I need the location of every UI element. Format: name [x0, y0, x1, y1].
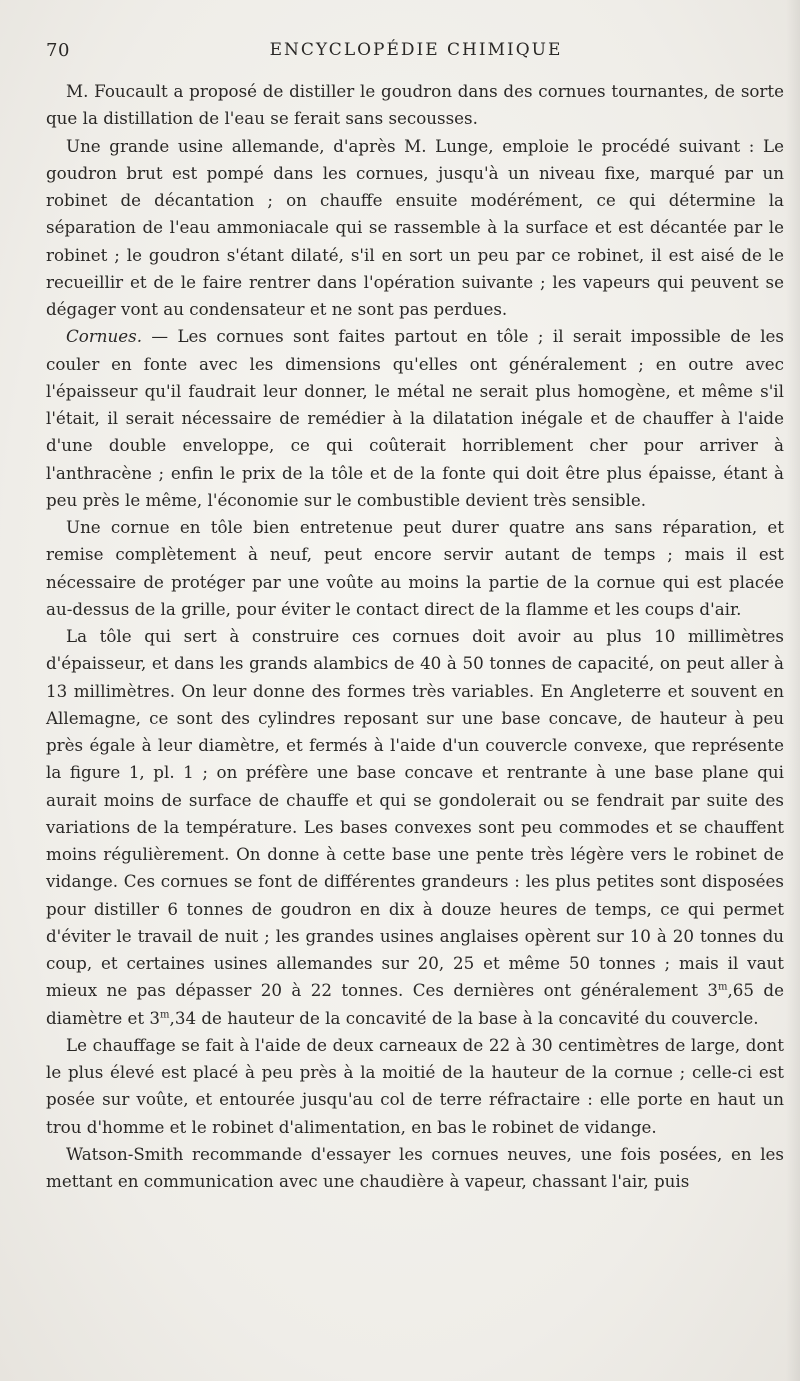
- paragraph-lunge: [46, 133, 784, 324]
- paragraph-watson-smith: [46, 1141, 784, 1196]
- running-head: ENCYCLOPÉDIE CHIMIQUE: [269, 40, 563, 60]
- paragraph-text: ,34 de hauteur de la concavité de la base à la concavité du couvercle.: [169, 1007, 759, 1028]
- paragraph-tole-duree: [46, 514, 784, 623]
- unit-superscript: m: [718, 981, 728, 993]
- page-number: 70: [46, 40, 70, 61]
- paragraph-foucault: [46, 78, 784, 133]
- paragraph-text: M. Foucault a proposé de distiller le goudron dans des cornues tournantes, de sorte que la distillation de l'eau se ferait sans secousses.: [46, 81, 784, 129]
- paragraph-text: — Les cornues sont faites partout en tôle ; il serait impossible de les couler en fonte avec les dimensions qu'elles ont généralement ; en outre avec l'épaisseur qu'il faudrait leur donner, le métal ne serait plus homogène, et même s'il l'était, il serait nécessaire de remédier à la dilatation inégale et de chauffer à l'aide d'une double enveloppe, ce qui coûterait horriblement cher pour arriver à l'anthracène ; enfin le prix de la tôle et de la fonte qui doit être plus épaisse, étant à peu près le même, l'économie sur le combustible devient très sensible.: [46, 326, 784, 510]
- page-edge-shadow: [786, 0, 800, 1381]
- paragraph-text: Une grande usine allemande, d'après M. Lunge, emploie le procédé suivant : Le goudron brut est pompé dans les cornues, jusqu'à un niveau fixe, marqué par un robinet de décantation ; on chauffe ensuite modérément, ce qui détermine la séparation de l'eau ammoniacale qui se rassemble à la surface et est décantée par le robinet ; le goudron s'étant dilaté, s'il en sort un peu par ce robinet, il est aisé de le recueillir et de le faire rentrer dans l'opération suivante ; les vapeurs qui peuvent se dégager vont au condensateur et ne sont pas perdues.: [46, 135, 784, 319]
- paragraph-epaisseur: [46, 623, 784, 1032]
- paragraph-cornues: [46, 323, 784, 514]
- paragraph-text: Le chauffage se fait à l'aide de deux carneaux de 22 à 30 centimètres de large, dont le plus élevé est placé à peu près à la moitié de la hauteur de la cornue ; celle-ci est posée sur voûte, et entourée jusqu'au col de terre réfractaire : elle porte en haut un trou d'homme et le robinet d'alimentation, en bas le robinet de vidange.: [46, 1034, 784, 1137]
- section-lead: Cornues.: [66, 326, 143, 347]
- body-text: [46, 78, 784, 1195]
- page-header: [46, 40, 786, 66]
- paragraph-text: La tôle qui sert à construire ces cornues doit avoir au plus 10 millimètres d'épaisseur, et dans les grands alambics de 40 à 50 tonnes de capacité, on peut aller à 13 millimètres. On leur donne des formes très variables. En Angleterre et souvent en Allemagne, ce sont des cylindres reposant sur une base concave, de hauteur à peu près égale à leur diamètre, et fermés à l'aide d'un couvercle convexe, que représente la figure 1, pl. 1 ; on préfère une base concave et rentrante à une base plane qui aurait moins de surface de chauffe et qui se gondolerait ou se fendrait par suite des variations de la température. Les bases convexes sont peu commodes et se chauffent moins régulièrement. On donne à cette base une pente très légère vers le robinet de vidange. Ces cornues se font de différentes grandeurs : les plus petites sont disposées pour distiller 6 tonnes de goudron en dix à douze heures de temps, ce qui permet d'éviter le travail de nuit ; les grandes usines anglaises opèrent sur 10 à 20 tonnes du coup, et certaines usines allemandes sur 20, 25 et même 50 tonnes ; mais il vaut mieux ne pas dépasser 20 à 22 tonnes. Ces dernières ont généralement 3: [46, 626, 784, 1001]
- paragraph-text: Watson-Smith recommande d'essayer les cornues neuves, une fois posées, en les mettant en communication avec une chaudière à vapeur, chassant l'air, puis: [46, 1143, 784, 1191]
- paragraph-text: Une cornue en tôle bien entretenue peut durer quatre ans sans réparation, et remise complètement à neuf, peut encore servir autant de temps ; mais il est nécessaire de protéger par une voûte au moins la partie de la cornue qui est placée au-dessus de la grille, pour éviter le contact direct de la flamme et les coups d'air.: [46, 517, 784, 619]
- unit-superscript: m: [160, 1008, 170, 1020]
- paragraph-chauffage: [46, 1032, 784, 1141]
- paragraph-text: ,65 de diamètre et 3: [46, 980, 784, 1028]
